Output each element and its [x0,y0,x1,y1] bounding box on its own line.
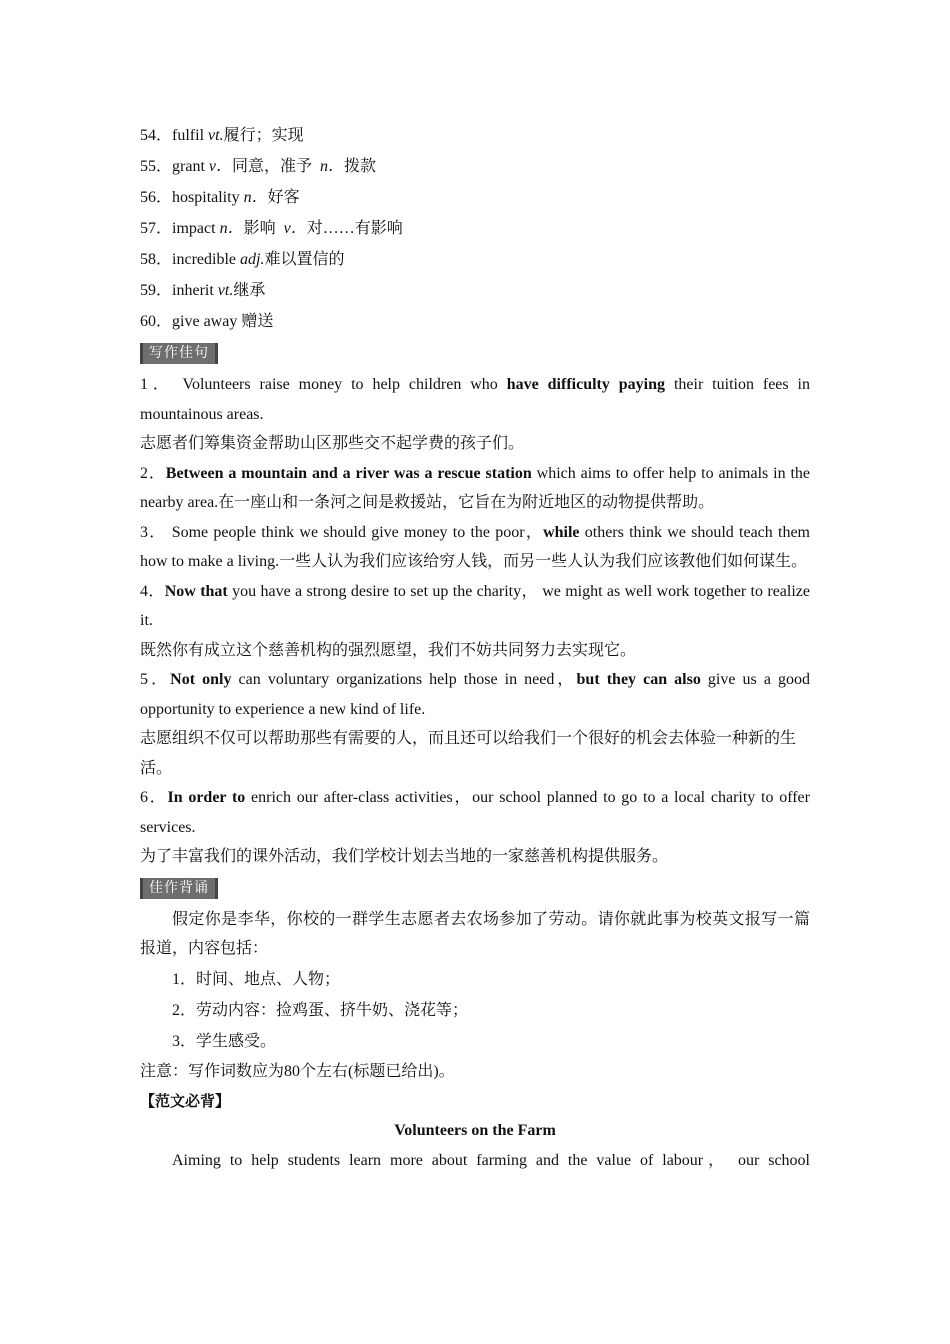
sentence-6-translation: 为了丰富我们的课外活动，我们学校计划去当地的一家慈善机构提供服务。 [140,848,669,865]
section-tag-model-essay: 佳作背诵 [140,878,218,899]
sentence-5-translation: 志愿组织不仅可以帮助那些有需要的人，而且还可以给我们一个很好的机会去体验一种新的生活。 [140,730,797,777]
sentence-3: 3． Some people think we should give money to the poor，while others think we should teach them how to make a living.一些人认为我们应该给穷人钱，而另一些人认为我们应该教他们如何谋生。 [140,523,811,570]
sentence-4: 4．Now that you have a strong desire to set up the charity， we might as well work together to realize it. [140,582,810,629]
task-note: 注意：写作词数应为80个左右(标题已给出)。 [140,1062,455,1080]
vocab-item: 58．incredible adj.难以置信的 [140,251,345,268]
section-tag-writing-sentences: 写作佳句 [140,343,218,364]
content-column [140,120,810,1176]
sentence-1: 1． Volunteers raise money to help children who have difficulty paying their tuition fees in mountainous areas. [140,376,810,423]
model-essay-title: Volunteers on the Farm [394,1122,556,1139]
vocab-item: 57．impact n．影响 v．对……有影响 [140,220,403,237]
model-essay-heading: 【范文必背】 [140,1092,231,1110]
sentence-4-translation: 既然你有成立这个慈善机构的强烈愿望，我们不妨共同努力去实现它。 [140,641,637,659]
sentence-5: 5．Not only can voluntary organizations help those in need，but they can also give us a good opportunity to experience a new kind of life. [140,671,811,718]
vocab-item: 56．hospitality n．好客 [140,189,300,206]
sentence-6: 6．In order to enrich our after-class activities，our school planned to go to a local charity to offer services. [140,789,810,836]
model-essay-text: Aiming to help students learn more about farming and the value of labour， our school [172,1152,810,1169]
task-item: 2．劳动内容：捡鸡蛋、挤牛奶、浇花等； [172,1001,469,1019]
task-item: 1．时间、地点、人物； [172,970,341,988]
vocab-item: 60．give away 赠送 [140,313,274,330]
task-item: 3．学生感受。 [172,1032,277,1050]
sentence-2: 2．Between a mountain and a river was a rescue station which aims to offer help to animals in the nearby area.在一座山和一条河之间是救援站，它旨在为附近地区的动物提供帮助。 [140,464,811,511]
vocab-item: 59．inherit vt.继承 [140,282,266,299]
vocab-item: 55．grant v．同意，准予 n．拨款 [140,158,377,175]
task-intro: 假定你是李华，你校的一群学生志愿者去农场参加了劳动。请你就此事为校英文报写一篇报道，内容包括： [140,910,810,957]
sentence-1-translation: 志愿者们筹集资金帮助山区那些交不起学费的孩子们。 [140,435,525,452]
vocab-item: 54．fulfil vt.履行；实现 [140,127,304,144]
